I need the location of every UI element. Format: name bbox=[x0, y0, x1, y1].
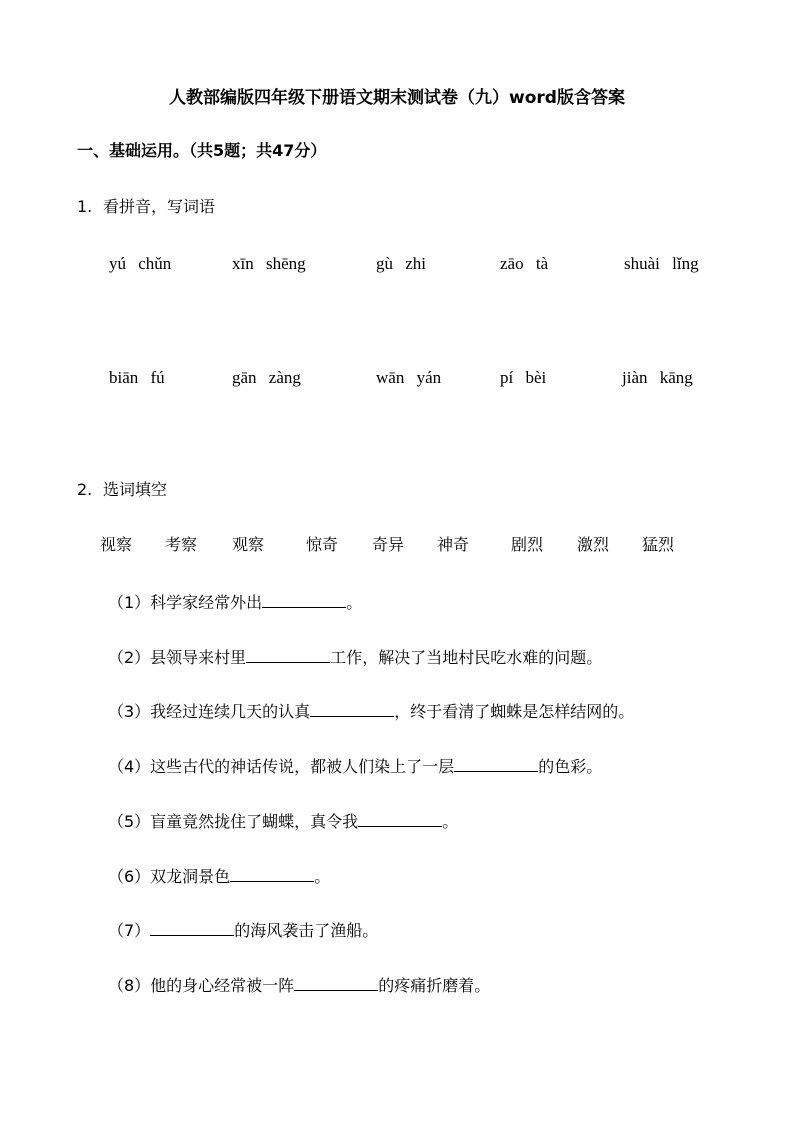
pinyin-item: pí bèi bbox=[500, 368, 547, 387]
word-bank-item: 猛烈 bbox=[642, 535, 675, 554]
word-bank-item: 激烈 bbox=[577, 535, 610, 554]
word-bank-item: 剧烈 bbox=[511, 535, 544, 554]
answer-blank[interactable] bbox=[262, 589, 346, 608]
fill-in-item-4 bbox=[108, 753, 602, 779]
pinyin-item: gù zhi bbox=[376, 254, 427, 273]
answer-blank[interactable] bbox=[310, 698, 394, 717]
fill-in-prefix: （7） bbox=[108, 921, 151, 940]
fill-in-item-5 bbox=[108, 808, 458, 834]
question-1-text: 看拼音，写词语 bbox=[103, 197, 216, 216]
fill-in-prefix: （4）这些古代的神话传说，都被人们染上了一层 bbox=[108, 757, 455, 776]
fill-in-suffix: ，终于看清了蜘蛛是怎样结网的。 bbox=[394, 702, 635, 721]
question-2-label bbox=[77, 479, 167, 501]
fill-in-prefix: （3）我经过连续几天的认真 bbox=[108, 702, 311, 721]
fill-in-suffix: 。 bbox=[442, 812, 459, 831]
question-2-number: 2. bbox=[77, 480, 93, 499]
fill-in-suffix: 。 bbox=[314, 867, 331, 886]
pinyin-row-2 bbox=[0, 366, 794, 390]
fill-in-item-7 bbox=[108, 917, 378, 943]
fill-in-item-3 bbox=[108, 698, 634, 724]
answer-blank[interactable] bbox=[358, 808, 442, 827]
pinyin-row-1 bbox=[0, 252, 794, 276]
fill-in-prefix: （8）他的身心经常被一阵 bbox=[108, 976, 295, 995]
pinyin-item: zāo tà bbox=[500, 254, 549, 273]
fill-in-item-1 bbox=[108, 589, 362, 615]
section-heading: 一、基础运用。（共5题；共47分） bbox=[77, 141, 327, 160]
fill-in-prefix: （2）县领导来村里 bbox=[108, 648, 247, 667]
question-2-text: 选词填空 bbox=[103, 480, 168, 499]
answer-blank[interactable] bbox=[230, 863, 314, 882]
answer-blank[interactable] bbox=[454, 753, 538, 772]
word-bank-item: 奇异 bbox=[372, 535, 405, 554]
word-bank-item: 神奇 bbox=[437, 535, 470, 554]
answer-blank[interactable] bbox=[294, 972, 378, 991]
fill-in-suffix: 的海风袭击了渔船。 bbox=[234, 921, 379, 940]
word-bank-item: 视察 bbox=[100, 535, 133, 554]
pinyin-item: biān fú bbox=[109, 368, 165, 387]
fill-in-item-8 bbox=[108, 972, 490, 998]
pinyin-item: yú chǔn bbox=[109, 254, 172, 273]
fill-in-prefix: （6）双龙洞景色 bbox=[108, 867, 231, 886]
fill-in-suffix: 工作，解决了当地村民吃水难的问题。 bbox=[330, 648, 603, 667]
word-bank-item: 观察 bbox=[232, 535, 265, 554]
fill-in-item-2 bbox=[108, 644, 602, 670]
fill-in-suffix: 。 bbox=[346, 593, 363, 612]
fill-in-suffix: 的色彩。 bbox=[538, 757, 603, 776]
word-bank-item: 考察 bbox=[165, 535, 198, 554]
answer-blank[interactable] bbox=[246, 644, 330, 663]
question-1-label bbox=[77, 196, 215, 218]
document-title: 人教部编版四年级下册语文期末测试卷（九）word版含答案 bbox=[169, 88, 625, 108]
pinyin-item: jiàn kāng bbox=[622, 368, 693, 387]
pinyin-item: shuài lǐng bbox=[624, 254, 699, 273]
word-bank bbox=[0, 533, 794, 557]
fill-in-item-6 bbox=[108, 863, 330, 889]
pinyin-item: xīn shēng bbox=[232, 254, 306, 273]
answer-blank[interactable] bbox=[150, 917, 234, 936]
fill-in-suffix: 的疼痛折磨着。 bbox=[378, 976, 491, 995]
fill-in-prefix: （5）盲童竟然拢住了蝴蝶，真令我 bbox=[108, 812, 359, 831]
pinyin-item: gān zàng bbox=[232, 368, 301, 387]
fill-in-prefix: （1）科学家经常外出 bbox=[108, 593, 263, 612]
pinyin-item: wān yán bbox=[376, 368, 442, 387]
question-1-number: 1. bbox=[77, 197, 93, 216]
word-bank-item: 惊奇 bbox=[306, 535, 339, 554]
